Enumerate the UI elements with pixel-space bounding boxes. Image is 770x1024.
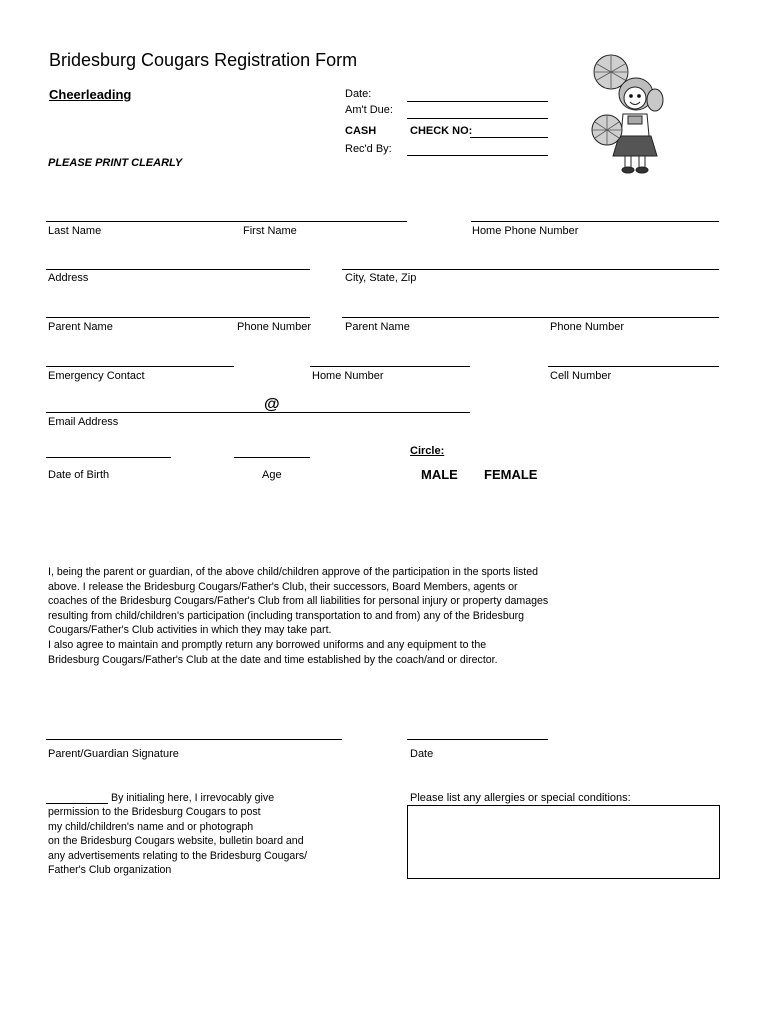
last-name-label: Last Name — [48, 225, 102, 237]
consent-line: on the Bridesburg Cougars website, bulletin board and — [48, 835, 304, 848]
cell-number-label: Cell Number — [550, 370, 612, 382]
home-number-label: Home Number — [312, 370, 384, 382]
release-line: Cougars/Father's Club activities in which they may take part. — [48, 624, 332, 637]
consent-line: By initialing here, I irrevocably give — [111, 792, 275, 804]
signature-date-line[interactable] — [407, 739, 548, 740]
parent-2-line[interactable] — [342, 317, 719, 318]
emergency-contact-line[interactable] — [46, 366, 234, 367]
parent-name-1-label: Parent Name — [48, 321, 113, 333]
consent-line: my child/children's name and or photograph — [48, 820, 254, 833]
city-state-zip-label: City, State, Zip — [345, 272, 417, 284]
consent-line: permission to the Bridesburg Cougars to post — [48, 806, 261, 818]
parent-signature-line[interactable] — [46, 739, 342, 740]
consent-paragraph — [48, 805, 307, 878]
sport-label: Cheerleading — [49, 87, 132, 102]
office-check-line[interactable] — [470, 137, 548, 138]
release-line: resulting from child/children's participation (including transportation to and from) any of the Bridesburg — [48, 609, 525, 622]
form-title: Bridesburg Cougars Registration Form — [49, 50, 358, 70]
office-date-line[interactable] — [407, 101, 548, 102]
office-date-label: Date: — [345, 88, 372, 100]
signature-date-label: Date — [410, 748, 434, 760]
email-address-label: Email Address — [48, 416, 119, 428]
parent-signature-label: Parent/Guardian Signature — [48, 748, 179, 760]
office-amt-due-line[interactable] — [407, 118, 548, 119]
parent-1-line[interactable] — [46, 317, 310, 318]
office-check-label: CHECK NO: — [410, 125, 473, 137]
emergency-contact-label: Emergency Contact — [48, 370, 145, 382]
office-recd-by-label: Rec'd By: — [345, 143, 392, 155]
cell-number-line[interactable] — [548, 366, 719, 367]
date-of-birth-line[interactable] — [46, 457, 171, 458]
release-line: Bridesburg Cougars/Father's Club at the date and time established by the coach/and or director. — [48, 653, 498, 666]
circle-label: Circle: — [410, 445, 445, 457]
date-of-birth-label: Date of Birth — [48, 469, 110, 481]
office-recd-by-line[interactable] — [407, 155, 548, 156]
release-paragraph — [48, 565, 548, 667]
phone-number-2-label: Phone Number — [550, 321, 624, 333]
consent-line: any advertisements relating to the Bridesburg Cougars/ — [48, 849, 308, 862]
name-line[interactable] — [46, 221, 407, 222]
age-line[interactable] — [234, 457, 310, 458]
city-state-zip-line[interactable] — [342, 269, 719, 270]
release-line: I also agree to maintain and promptly return any borrowed uniforms and any equipment to the — [48, 638, 487, 651]
release-line: I, being the parent or guardian, of the above child/children approve of the participation in the sports listed — [48, 566, 538, 578]
male-option[interactable]: MALE — [421, 467, 458, 482]
address-label: Address — [48, 272, 89, 284]
initials-line[interactable] — [46, 803, 108, 804]
home-number-line[interactable] — [310, 366, 470, 367]
office-amt-due-label: Am't Due: — [345, 104, 393, 116]
cheerleader-illustration — [583, 52, 679, 174]
allergies-label: Please list any allergies or special conditions: — [410, 792, 631, 804]
home-phone-line[interactable] — [471, 221, 719, 222]
release-line: coaches of the Bridesburg Cougars/Father's Club from all liabilities for personal injury or property damages — [48, 595, 549, 608]
age-label: Age — [262, 469, 282, 481]
parent-name-2-label: Parent Name — [345, 321, 410, 333]
female-option[interactable]: FEMALE — [484, 467, 538, 482]
phone-number-1-label: Phone Number — [237, 321, 311, 333]
allergies-textbox[interactable] — [407, 805, 720, 879]
at-symbol: @ — [264, 396, 280, 413]
office-cash-label: CASH — [345, 125, 377, 137]
print-notice: PLEASE PRINT CLEARLY — [48, 157, 183, 169]
release-line: above. I release the Bridesburg Cougars/Father's Club, their successors, Board Members, agents or — [48, 580, 518, 593]
address-line[interactable] — [46, 269, 310, 270]
email-line[interactable] — [46, 412, 470, 413]
first-name-label: First Name — [243, 225, 297, 237]
consent-line: Father's Club organization — [48, 864, 172, 877]
home-phone-label: Home Phone Number — [472, 225, 579, 237]
